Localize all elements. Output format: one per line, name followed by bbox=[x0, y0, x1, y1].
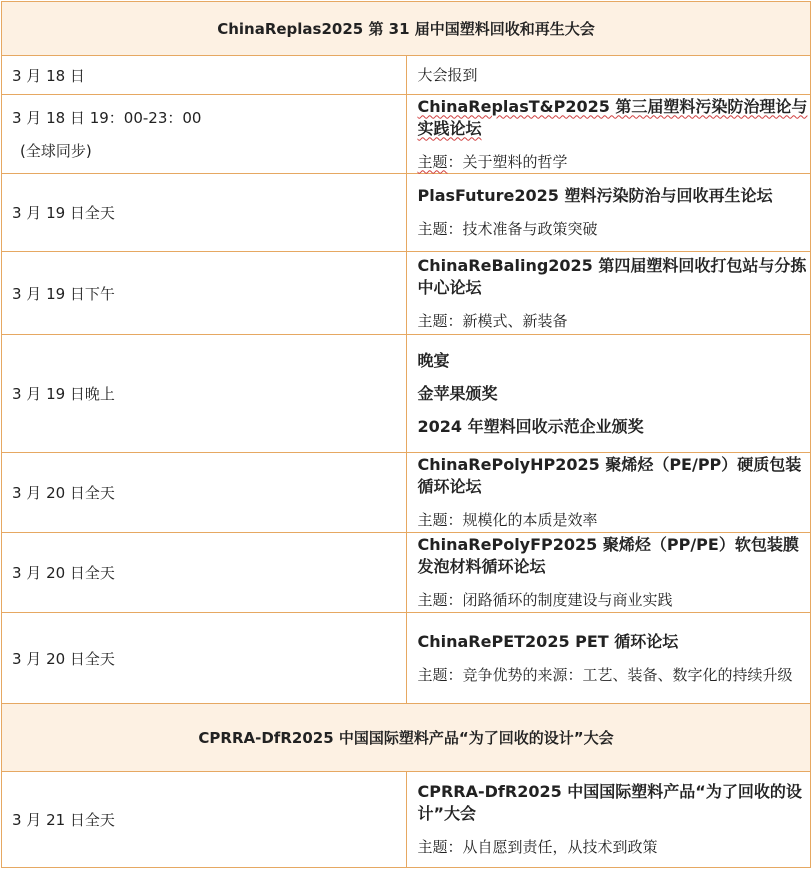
session-theme: 主题：新模式、新装备 bbox=[417, 311, 568, 330]
date-cell: 3 月 19 日晚上 bbox=[2, 335, 407, 453]
session-theme bbox=[418, 151, 811, 173]
date-cell: 3 月 18 日 bbox=[2, 56, 407, 95]
event-item: 2024 年塑料回收示范企业颁奖 bbox=[417, 416, 644, 436]
date-cell: 3 月 20 日全天 bbox=[2, 533, 407, 613]
session-title: ChinaRePolyHP2025 聚烯烃（PE/PP）硬质包装循环论坛 bbox=[417, 455, 802, 496]
content-cell bbox=[406, 56, 811, 95]
session-theme: 主题：技术准备与政策突破 bbox=[417, 220, 598, 238]
table-row bbox=[2, 95, 811, 174]
event-item: 晚宴 bbox=[417, 350, 450, 370]
date-cell: 3 月 20 日全天 bbox=[2, 613, 407, 704]
row-text: 大会报到 bbox=[417, 66, 478, 84]
date-cell: 3 月 19 日全天 bbox=[2, 174, 407, 252]
table-row bbox=[2, 174, 811, 252]
table-row bbox=[2, 335, 811, 453]
session-title: PlasFuture2025 塑料污染防治与回收再生论坛 bbox=[417, 186, 773, 205]
table-row bbox=[2, 453, 811, 533]
session-title bbox=[418, 96, 811, 140]
table-row bbox=[2, 613, 811, 704]
content-cell bbox=[406, 772, 811, 868]
header-row bbox=[2, 2, 811, 56]
session-title: ChinaReBaling2025 第四届塑料回收打包站与分拣中心论坛 bbox=[417, 255, 807, 297]
date-sub-text: (全球同步) bbox=[20, 142, 92, 160]
session-theme: 主题：规模化的本质是效率 bbox=[417, 511, 598, 529]
session-title: ChinaRePET2025 PET 循环论坛 bbox=[417, 631, 679, 651]
date-text: 3 月 18 日 19：00-23：00 bbox=[12, 109, 202, 127]
header-row bbox=[2, 704, 811, 772]
content-cell bbox=[406, 453, 811, 533]
content-cell bbox=[406, 533, 811, 613]
content-cell bbox=[406, 335, 811, 453]
theme-text: ：关于塑料的哲学 bbox=[447, 152, 568, 171]
session-theme: 主题：竞争优势的来源：工艺、装备、数字化的持续升级 bbox=[417, 665, 793, 684]
date-cell: 3 月 21 日全天 bbox=[2, 772, 407, 868]
date-cell: 3 月 19 日下午 bbox=[2, 252, 407, 335]
date-cell bbox=[2, 95, 407, 174]
date-cell: 3 月 20 日全天 bbox=[2, 453, 407, 533]
content-cell bbox=[406, 252, 811, 335]
session-title-text: ChinaReplasT&P2025 第三届塑料污染防治理论与实践论坛 bbox=[417, 96, 808, 138]
conference-title: ChinaReplas2025 第 31 届中国塑料回收和再生大会 bbox=[2, 2, 811, 56]
content-cell bbox=[406, 95, 811, 174]
content-cell bbox=[406, 613, 811, 704]
table-row bbox=[2, 772, 811, 868]
table-row bbox=[2, 533, 811, 613]
theme-label: 主题 bbox=[417, 152, 448, 171]
event-item: 金苹果颁奖 bbox=[417, 383, 498, 403]
session-theme: 主题：从自愿到责任，从技术到政策 bbox=[417, 838, 658, 856]
session-title: ChinaRePolyFP2025 聚烯烃（PP/PE）软包装膜发泡材料循环论坛 bbox=[417, 535, 799, 576]
table-row bbox=[2, 252, 811, 335]
table-row bbox=[2, 56, 811, 95]
session-theme: 主题：闭路循环的制度建设与商业实践 bbox=[417, 591, 673, 609]
schedule-table bbox=[1, 1, 811, 868]
content-cell bbox=[406, 174, 811, 252]
session-title: CPRRA-DfR2025 中国国际塑料产品“为了回收的设计”大会 bbox=[417, 782, 802, 823]
conference-title: CPRRA-DfR2025 中国国际塑料产品“为了回收的设计”大会 bbox=[2, 704, 811, 772]
